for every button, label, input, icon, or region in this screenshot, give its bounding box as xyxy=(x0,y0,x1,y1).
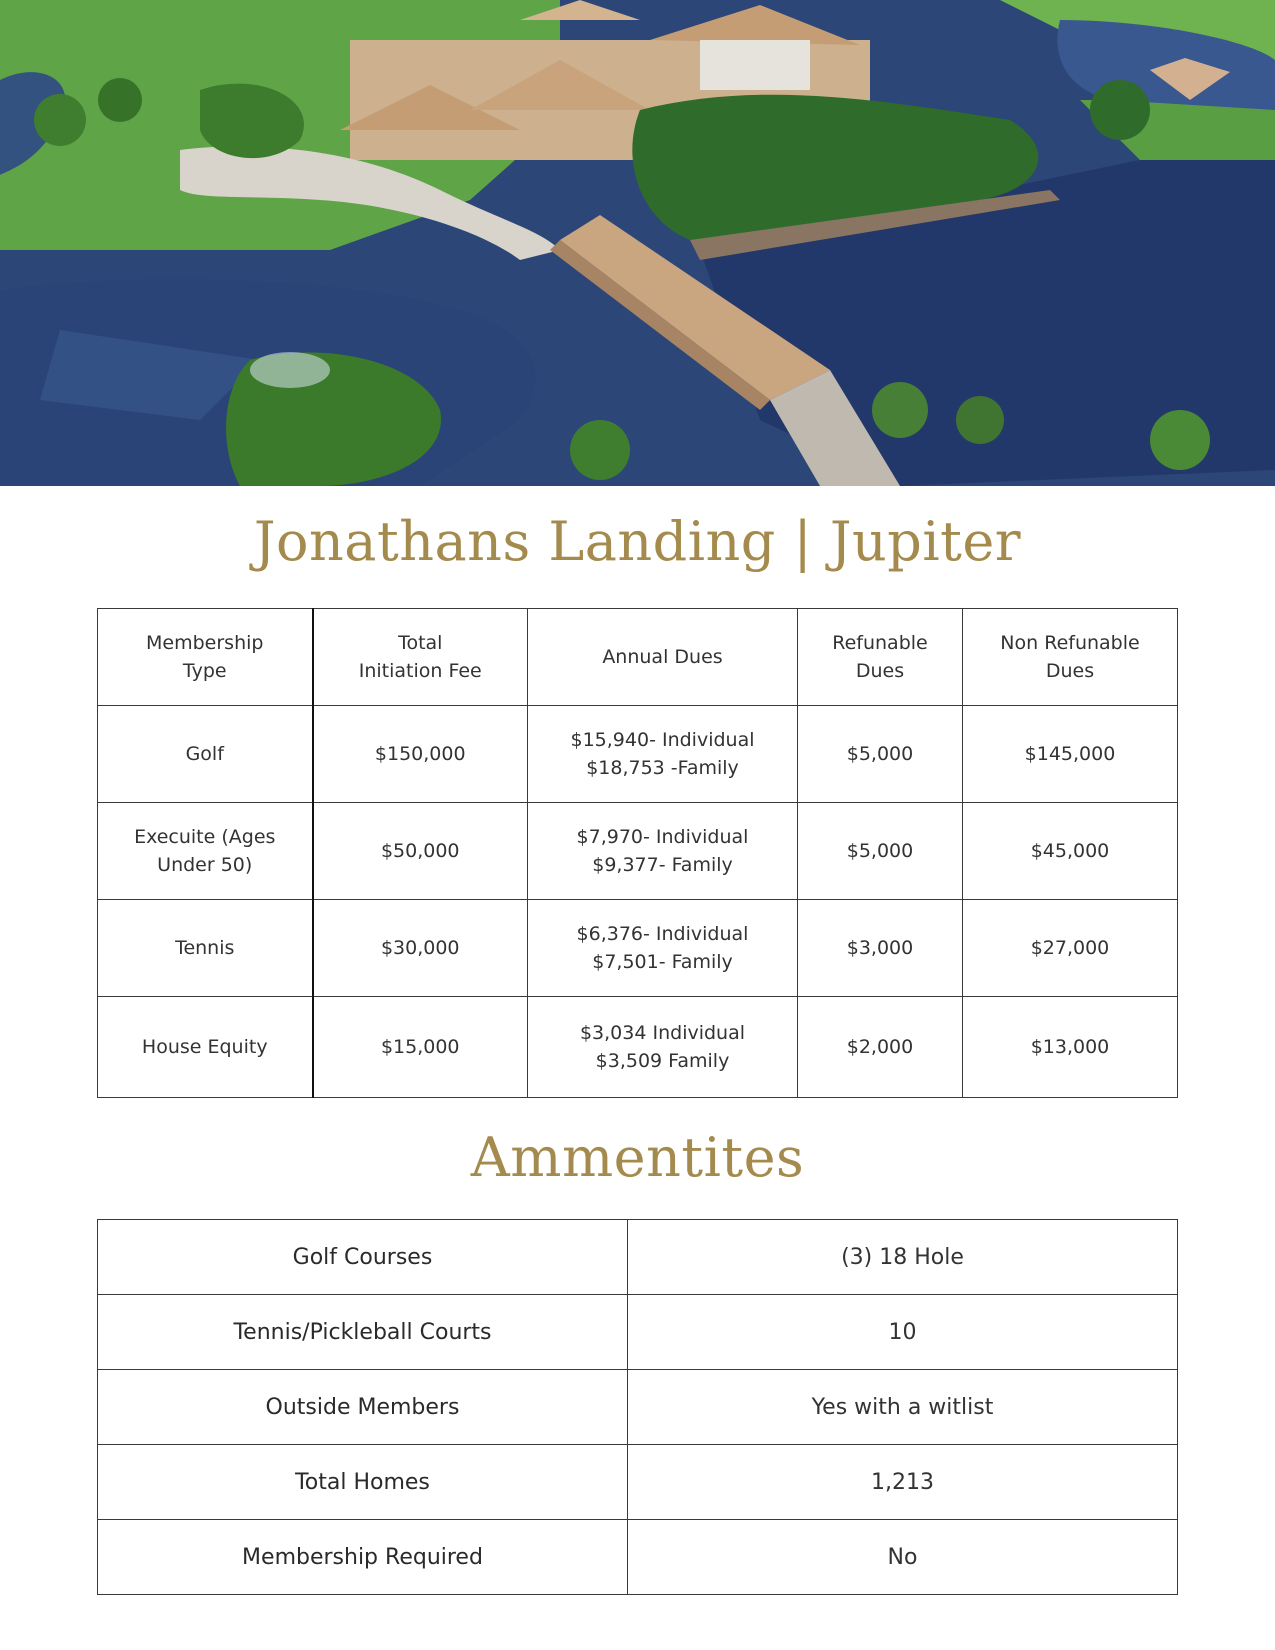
amenity-value: (3) 18 Hole xyxy=(628,1220,1178,1295)
refundable-dues-cell: $5,000 xyxy=(798,803,963,900)
amenities-table xyxy=(97,1219,1178,1595)
header-cell: Refunable Dues xyxy=(798,609,963,706)
initiation-fee-cell: $150,000 xyxy=(313,706,528,803)
table-row xyxy=(98,1370,1178,1445)
table-row xyxy=(98,1520,1178,1595)
amenity-value: Yes with a witlist xyxy=(628,1370,1178,1445)
nonrefundable-dues-cell: $45,000 xyxy=(963,803,1178,900)
initiation-fee-cell: $15,000 xyxy=(313,997,528,1098)
amenity-value: No xyxy=(628,1520,1178,1595)
table-row xyxy=(98,803,1178,900)
table-row xyxy=(98,1445,1178,1520)
header-cell: Total Initiation Fee xyxy=(313,609,528,706)
amenity-label: Membership Required xyxy=(98,1520,628,1595)
annual-dues-cell: $3,034 Individual $3,509 Family xyxy=(528,997,798,1098)
table-row xyxy=(98,1220,1178,1295)
page-title: Jonathans Landing | Jupiter xyxy=(253,510,1022,573)
nonrefundable-dues-cell: $145,000 xyxy=(963,706,1178,803)
annual-dues-cell: $7,970- Individual $9,377- Family xyxy=(528,803,798,900)
header-cell: Membership Type xyxy=(98,609,313,706)
membership-type-cell: House Equity xyxy=(98,997,313,1098)
table-row xyxy=(98,900,1178,997)
refundable-dues-cell: $3,000 xyxy=(798,900,963,997)
amenity-label: Tennis/Pickleball Courts xyxy=(98,1295,628,1370)
amenity-value: 1,213 xyxy=(628,1445,1178,1520)
table-row xyxy=(98,1295,1178,1370)
amenity-label: Golf Courses xyxy=(98,1220,628,1295)
refundable-dues-cell: $2,000 xyxy=(798,997,963,1098)
annual-dues-cell: $6,376- Individual $7,501- Family xyxy=(528,900,798,997)
annual-dues-cell: $15,940- Individual $18,753 -Family xyxy=(528,706,798,803)
refundable-dues-cell: $5,000 xyxy=(798,706,963,803)
table-row xyxy=(98,706,1178,803)
membership-type-cell: Tennis xyxy=(98,900,313,997)
membership-type-cell: Execuite (Ages Under 50) xyxy=(98,803,313,900)
amenity-value: 10 xyxy=(628,1295,1178,1370)
membership-table xyxy=(97,608,1178,1098)
amenity-label: Outside Members xyxy=(98,1370,628,1445)
initiation-fee-cell: $50,000 xyxy=(313,803,528,900)
amenity-label: Total Homes xyxy=(98,1445,628,1520)
header-cell: Annual Dues xyxy=(528,609,798,706)
header-cell: Non Refunable Dues xyxy=(963,609,1178,706)
table-row xyxy=(98,997,1178,1098)
nonrefundable-dues-cell: $27,000 xyxy=(963,900,1178,997)
initiation-fee-cell: $30,000 xyxy=(313,900,528,997)
table-header-row xyxy=(98,609,1178,706)
amenities-title: Ammentites xyxy=(470,1126,805,1189)
membership-type-cell: Golf xyxy=(98,706,313,803)
nonrefundable-dues-cell: $13,000 xyxy=(963,997,1178,1098)
hero-aerial-image xyxy=(0,0,1275,486)
